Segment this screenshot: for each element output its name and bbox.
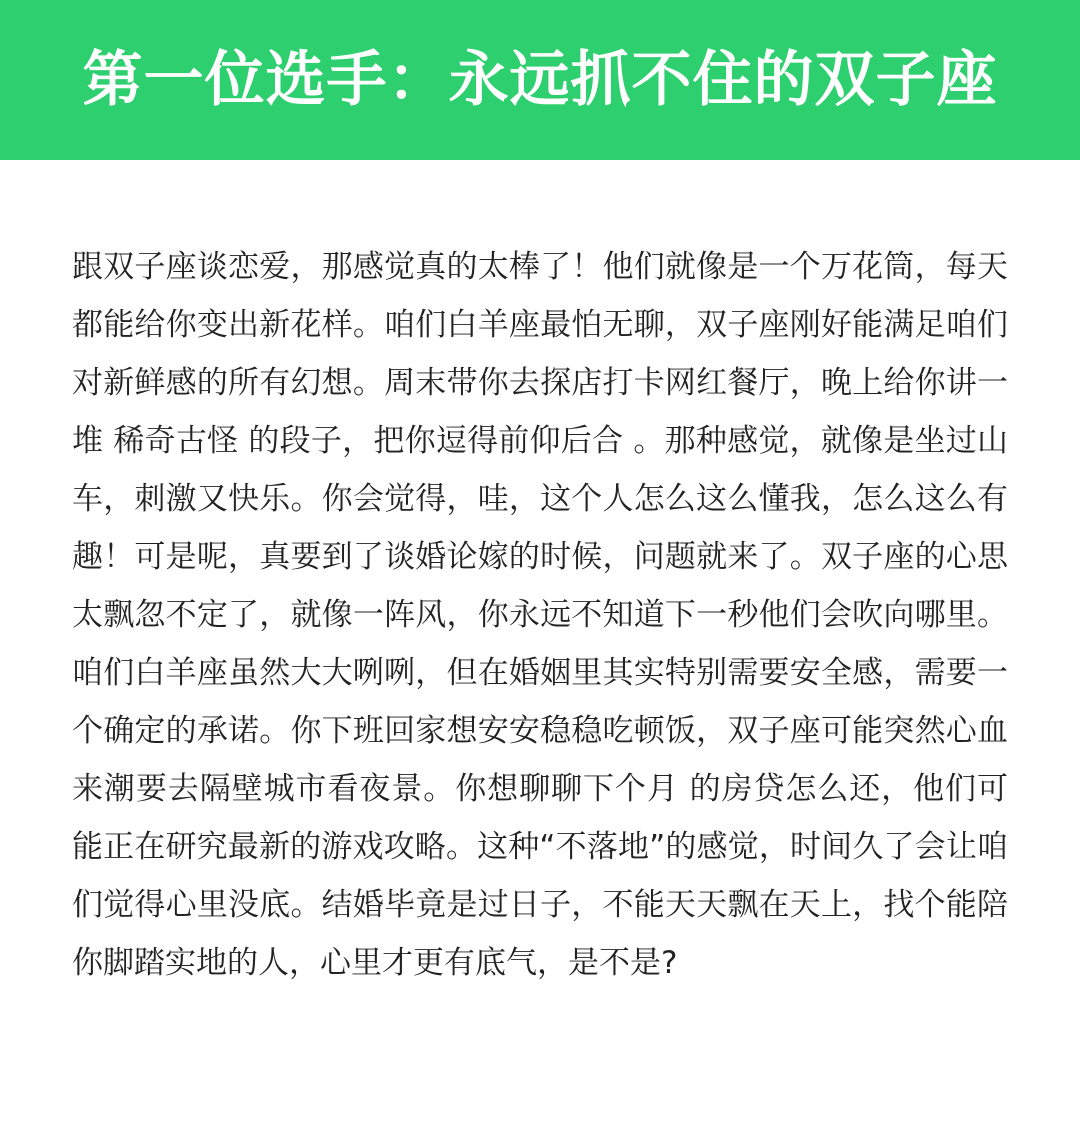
article-body: 跟双子座谈恋爱，那感觉真的太棒了！他们就像是一个万花筒，每天都能给你变出新花样。咱们白羊座最怕无聊，双子座刚好能满足咱们对新鲜感的所有幻想。周末带你去探店打卡网红餐厅，晚上给你讲一堆 稀奇古怪 的段子，把你逗得前仰后合 。那种感觉，就像是坐过山车，刺激又快乐。你会觉得，哇，这个人怎么这么懂我，怎么这么有趣！可是呢，真要到了谈婚论嫁的时候，问题就来了。双子座的心思太飘忽不定了，就像一阵风，你永远不知道下一秒他们会吹向哪里。咱们白羊座虽然大大咧咧，但在婚姻里其实特别需要安全感，需要一个确定的承诺。你下班回家想安安稳稳吃顿饭，双子座可能突然心血来潮要去隔壁城市看夜景。你想聊聊下个月 的房贷怎么还，他们可能正在研究最新的游戏攻略。这种“不落地”的感觉，时间久了会让咱们觉得心里没底。结婚毕竟是过日子，不能天天飘在天上，找个能陪你脚踏实地的人，心里才更有底气，是不是? [72, 249, 1008, 981]
header-banner [0, 0, 1080, 160]
page-title: 第一位选手：永远抓不住的双子座 [82, 45, 998, 115]
